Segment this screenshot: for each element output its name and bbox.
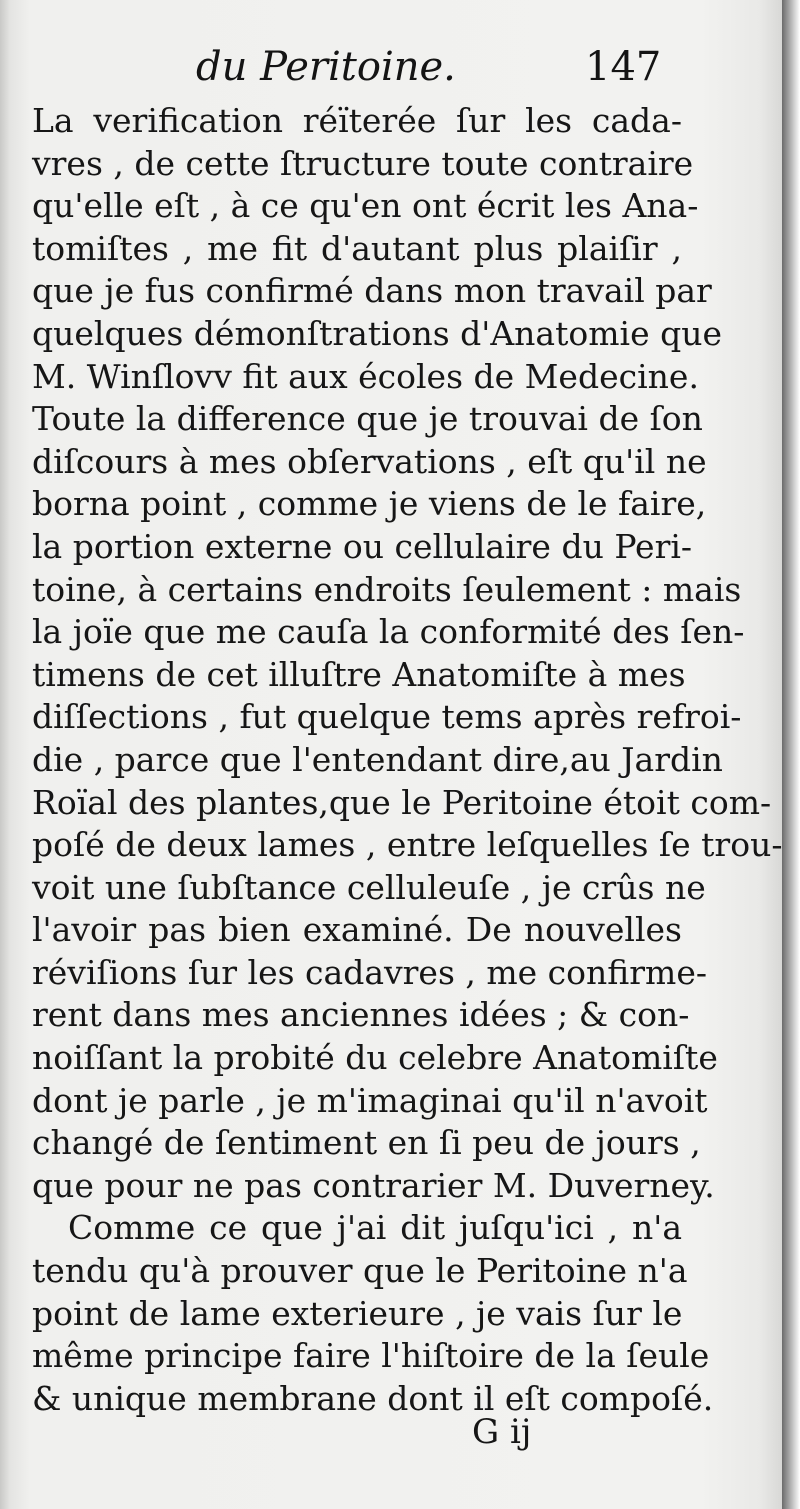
text-line: la joïe que me cauſa la conformité des ſen- [32, 612, 745, 652]
text-line: changé de ſentiment en ſi peu de jours , [32, 1123, 701, 1163]
text-line: diſcours à mes obſervations , eſt qu'il ne [32, 441, 707, 481]
text-line: qu'elle eſt , à ce qu'en ont écrit les Ana- [32, 186, 699, 226]
running-title: du Peritoine. [196, 44, 456, 90]
page-edge-shadow [782, 0, 800, 1509]
text-line: que je fus confirmé dans mon travail par [32, 271, 712, 311]
text-line: Toute la difference que je trouvai de ſon [32, 399, 703, 439]
text-line: l'avoir pas bien examiné. De nouvelles [32, 910, 682, 950]
text-line: la portion externe ou cellulaire du Peri- [32, 526, 693, 566]
text-line: borna point , comme je viens de le faire, [32, 484, 707, 524]
text-line: dont je parle , je m'imaginai qu'il n'avoit [32, 1080, 708, 1120]
text-line: Comme ce que j'ai dit juſqu'ici , n'a [68, 1208, 682, 1248]
text-line: M. Winſlovv fit aux écoles de Medecine. [32, 356, 699, 396]
text-line: voit une ſubſtance celluleuſe , je crûs ne [32, 867, 706, 907]
text-line: noiſſant la probité du celebre Anatomiſte [32, 1038, 718, 1078]
text-line: point de lame exterieure , je vais ſur le [32, 1293, 683, 1333]
text-line: & unique membrane dont il eſt compoſé. [32, 1378, 714, 1418]
text-line: quelques démonſtrations d'Anatomie que [32, 313, 723, 353]
text-line: timens de cet illuſtre Anatomiſte à mes [32, 654, 686, 694]
text-line: Roïal des plantes,que le Peritoine étoit com- [32, 782, 772, 822]
text-line: rent dans mes anciennes idées ; & con- [32, 995, 690, 1035]
text-line: tendu qu'à prouver que le Peritoine n'a [32, 1251, 688, 1291]
text-line: même principe faire l'hiſtoire de la ſeule [32, 1336, 710, 1376]
text-line: que pour ne pas contrarier M. Duverney. [32, 1165, 715, 1205]
text-line: vres , de cette ſtructure toute contraire [32, 143, 694, 183]
text-line: diſſections , fut quelque tems après refroi- [32, 697, 742, 737]
page-number: 147 [585, 44, 662, 90]
text-line: die , parce que l'entendant dire,au Jardin [32, 739, 723, 779]
text-line: poſé de deux lames , entre leſquelles ſe trou- [32, 825, 783, 865]
body-text [32, 100, 783, 1420]
text-line: toine, à certains endroits ſeulement : mais [32, 569, 742, 609]
text-line: réviſions ſur les cadavres , me confirme- [32, 952, 708, 992]
text-line: La verification réïterée ſur les cada- [32, 101, 682, 140]
page-header [0, 40, 782, 96]
signature-mark: G ij [472, 1412, 532, 1452]
text-line: tomiſtes , me fit d'autant plus plaiſir , [32, 228, 682, 268]
